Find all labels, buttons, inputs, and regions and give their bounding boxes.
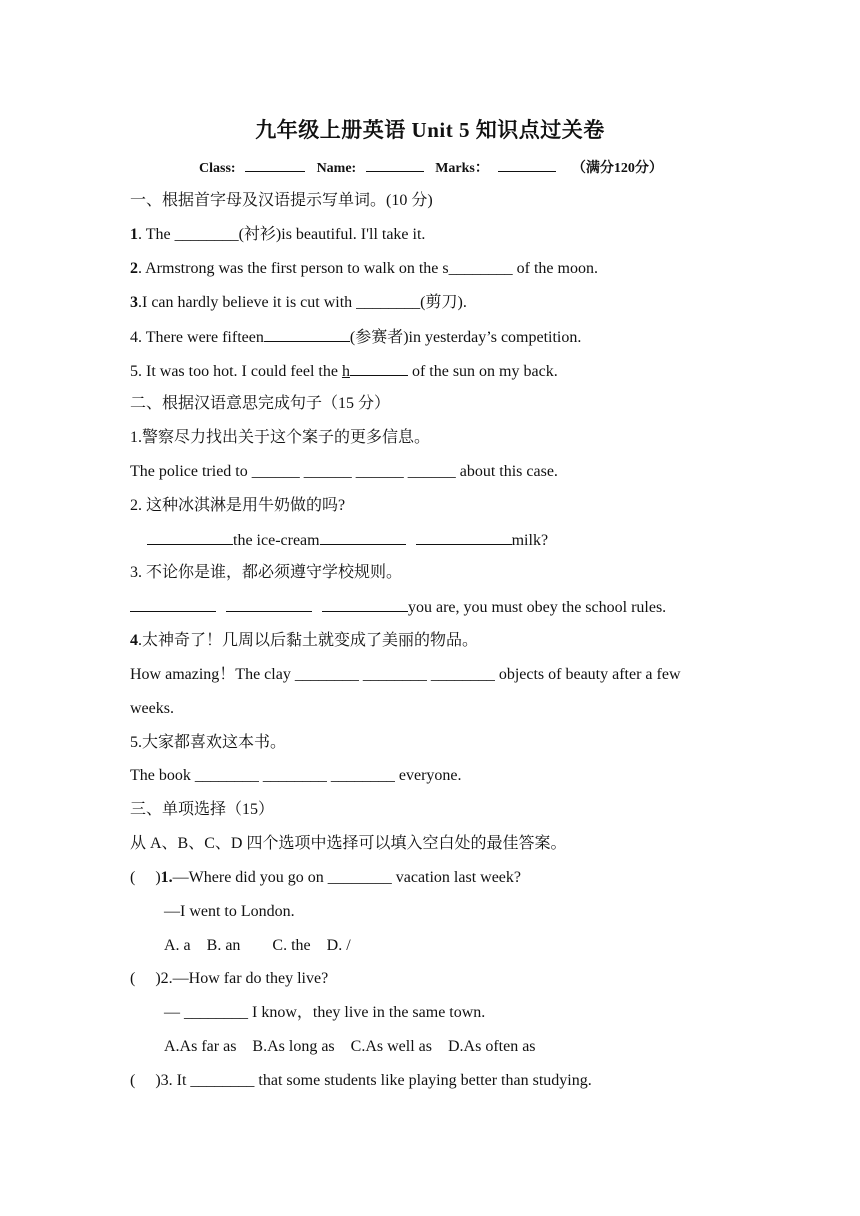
s3-q1-answer: —I went to London.	[164, 903, 295, 920]
s2-q2-chinese: 2. 这种冰淇淋是用牛奶做的吗?	[130, 497, 346, 514]
name-label: Name:	[316, 161, 357, 176]
s1-q4-blank	[264, 327, 350, 342]
s2-q3-end: you are, you must obey the school rules.	[408, 599, 667, 616]
s3-q2-answer: — ________ I know，they live in the same town.	[164, 1004, 486, 1021]
s1-question-3	[130, 293, 467, 313]
class-blank	[245, 159, 305, 172]
s3-q1-number: 1.	[160, 869, 173, 886]
class-label: Class:	[199, 161, 236, 176]
s1-q5-post: of the sun on my back.	[407, 363, 558, 380]
s1-q2-number: 2	[130, 260, 138, 277]
s2-q2-blank-3	[416, 530, 512, 545]
s1-q4-pre: 4. There were fifteen	[130, 329, 264, 346]
s2-q4-english: How amazing！The clay ________ ________ ________ objects of beauty after a few	[130, 666, 681, 683]
student-info-row	[199, 157, 663, 177]
s2-q1-chinese: 1.警察尽力找出关于这个案子的更多信息。	[130, 429, 431, 446]
s3-q3-stem: It ________ that some students like playing better than studying.	[172, 1072, 592, 1089]
marks-label: Marks：	[435, 161, 489, 176]
s2-q3-blank-1	[130, 597, 216, 612]
s3-q1-options: A. a B. an C. the D. /	[164, 937, 351, 954]
s2-q2-end: milk?	[511, 532, 549, 549]
s3-q2-stem: —How far do they live?	[172, 970, 329, 987]
s2-q4-english-cont: weeks.	[130, 700, 174, 717]
s2-q3-chinese: 3. 不论你是谁，都必须遵守学校规则。	[130, 564, 403, 581]
s1-q5-blank	[350, 361, 408, 376]
s2-q3-english	[130, 597, 666, 618]
s1-question-4	[130, 327, 581, 348]
s3-q2-stem-row	[130, 969, 328, 989]
marks-blank	[498, 159, 556, 172]
s2-q4-chinese	[130, 631, 478, 651]
s1-question-2	[130, 259, 598, 279]
full-marks-note: （满分120分）	[571, 161, 663, 176]
s1-q3-number: 3	[130, 294, 138, 311]
s3-q2-bracket: ( )	[130, 970, 161, 987]
s2-q3-blank-3	[322, 597, 408, 612]
s3-q3-bracket: ( )	[130, 1072, 161, 1089]
page-title: 九年级上册英语 Unit 5 知识点过关卷	[255, 118, 605, 142]
s2-q5-english: The book ________ ________ ________ everyone.	[130, 767, 462, 784]
s1-q4-post: (参赛者)in yesterday’s competition.	[349, 329, 582, 346]
s1-q3-text: .I can hardly believe it is cut with ________(剪刀).	[138, 294, 467, 311]
s1-q5-letter: h	[341, 363, 350, 380]
s1-q1-number: 1	[130, 226, 138, 243]
s3-q1-bracket: ( )	[130, 869, 161, 886]
s2-q1-english: The police tried to ______ ______ ______ ______ about this case.	[130, 463, 558, 480]
s1-q2-text: . Armstrong was the first person to walk on the s________ of the moon.	[138, 260, 598, 277]
s1-q1-text: . The ________(衬衫)is beautiful. I'll take it.	[138, 226, 426, 243]
section2-heading: 二、根据汉语意思完成句子（15 分）	[130, 395, 391, 412]
s3-q2-options: A.As far as B.As long as C.As well as D.As often as	[164, 1038, 536, 1055]
s2-q2-blank-2	[320, 530, 406, 545]
s2-q3-blank-2	[226, 597, 312, 612]
s2-q4-chinese-text: .太神奇了！几周以后黏土就变成了美丽的物品。	[138, 632, 479, 649]
s1-q5-pre: 5. It was too hot. I could feel the	[130, 363, 342, 380]
s3-q1-stem-row	[130, 868, 521, 888]
s2-q4-number: 4	[130, 632, 138, 649]
s3-q1-stem: —Where did you go on ________ vacation last week?	[172, 869, 522, 886]
s2-q2-mid: the ice-cream	[233, 532, 320, 549]
section3-heading: 三、单项选择（15）	[130, 801, 275, 818]
name-blank	[366, 159, 424, 172]
s2-q5-chinese: 5.大家都喜欢这本书。	[130, 734, 287, 751]
s2-q2-english	[147, 530, 548, 551]
section3-instruction: 从 A、B、C、D 四个选项中选择可以填入空白处的最佳答案。	[130, 835, 567, 852]
s1-question-1	[130, 225, 425, 245]
section1-heading: 一、根据首字母及汉语提示写单词。(10 分)	[130, 192, 433, 209]
s2-q2-blank-1	[147, 530, 233, 545]
s3-q2-number: 2.	[160, 970, 173, 987]
s1-question-5	[130, 361, 558, 382]
s3-q3-stem-row	[130, 1071, 592, 1091]
s3-q3-number: 3.	[160, 1072, 173, 1089]
